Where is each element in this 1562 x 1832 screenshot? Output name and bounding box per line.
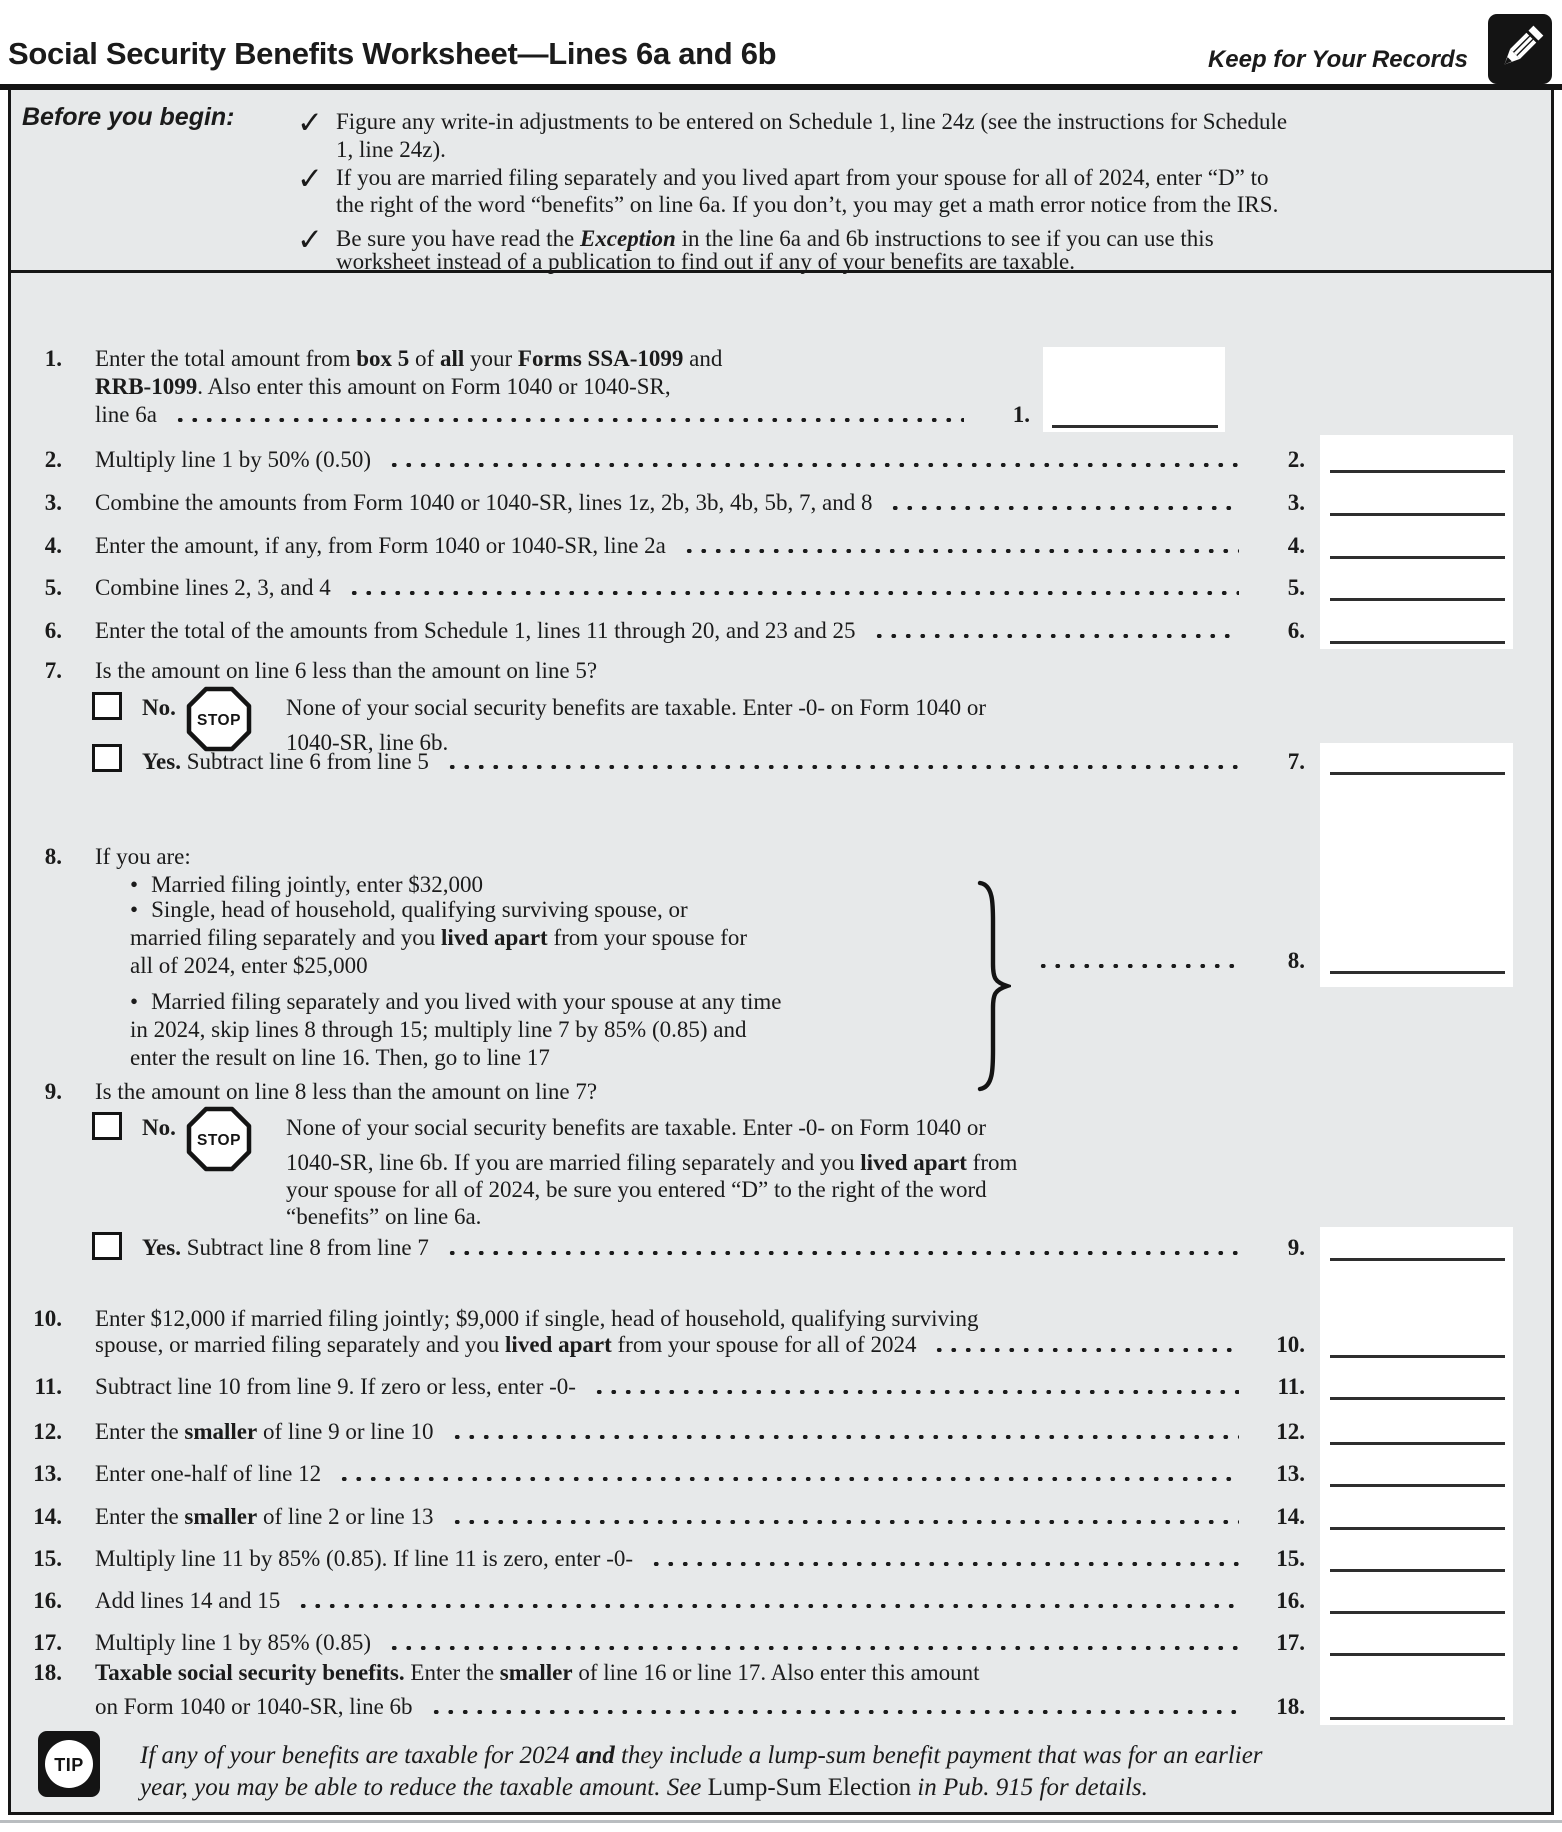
dotted-leader bbox=[347, 591, 1239, 595]
dotted-leader bbox=[337, 1477, 1239, 1481]
line13-text: Enter one-half of line 12 bbox=[95, 1461, 322, 1486]
line-number: 13. bbox=[33, 1461, 62, 1486]
entry-field-line-16[interactable] bbox=[1330, 1611, 1505, 1614]
no-label: No. bbox=[142, 1115, 176, 1140]
line16-row bbox=[95, 1587, 1305, 1615]
line8-leader-row bbox=[1020, 947, 1305, 975]
entry-box-line-1 bbox=[1043, 347, 1225, 432]
svg-text:STOP: STOP bbox=[197, 1132, 241, 1149]
entry-field-line-12[interactable] bbox=[1330, 1442, 1505, 1445]
line18-row bbox=[95, 1693, 1305, 1721]
entry-field-line-18[interactable] bbox=[1330, 1717, 1505, 1720]
line3-row bbox=[95, 489, 1305, 517]
line7-no-text: 1040-SR, line 6b. bbox=[286, 730, 449, 755]
line-number: 12. bbox=[33, 1419, 62, 1444]
tip-icon bbox=[38, 1731, 100, 1797]
line4-row bbox=[95, 532, 1305, 560]
line7-no-text: None of your social security benefits are taxable. Enter -0- on Form 1040 or bbox=[286, 695, 987, 720]
line-number: 9. bbox=[44, 1079, 62, 1104]
entry-field-line-11[interactable] bbox=[1330, 1397, 1505, 1400]
dotted-leader bbox=[445, 1251, 1239, 1255]
line-label: 15. bbox=[1276, 1546, 1305, 1571]
line-number: 18. bbox=[33, 1660, 62, 1685]
line-number: 15. bbox=[33, 1546, 62, 1571]
line9-no-text: 1040-SR, line 6b. If you are married filing separately and you lived apart from bbox=[286, 1150, 1018, 1175]
stop-icon bbox=[186, 686, 252, 752]
bullet-icon: • bbox=[130, 897, 139, 922]
line-number: 14. bbox=[33, 1504, 62, 1529]
line-label: 3. bbox=[1287, 490, 1305, 515]
line17-text: Multiply line 1 by 85% (0.85) bbox=[95, 1630, 371, 1655]
curly-brace bbox=[977, 878, 1011, 1094]
line-label: 13. bbox=[1276, 1461, 1305, 1486]
page-title: Social Security Benefits Worksheet—Lines 6a and 6b bbox=[8, 36, 777, 71]
line1-text: Enter the total amount from box 5 of all your Forms SSA-1099 and bbox=[95, 346, 723, 371]
line14-row bbox=[95, 1503, 1305, 1531]
entry-field-line-8[interactable] bbox=[1330, 971, 1505, 974]
dotted-leader bbox=[450, 1435, 1239, 1439]
line-number: 10. bbox=[33, 1306, 62, 1331]
line-label: 9. bbox=[1287, 1235, 1305, 1260]
line18-text: on Form 1040 or 1040-SR, line 6b bbox=[95, 1694, 413, 1719]
dotted-leader bbox=[682, 549, 1239, 553]
line-label: 16. bbox=[1276, 1588, 1305, 1613]
tip-text: year, you may be able to reduce the taxable amount. See Lump-Sum Election in Pub. 915 for details. bbox=[140, 1774, 1148, 1801]
dotted-leader bbox=[296, 1604, 1239, 1608]
line8-bullet-2 bbox=[130, 896, 688, 924]
line9-yes-text: Yes. Subtract line 8 from line 7 bbox=[142, 1235, 429, 1260]
line6-row bbox=[95, 617, 1305, 645]
line9-no-text: your spouse for all of 2024, be sure you entered “D” to the right of the word bbox=[286, 1177, 987, 1202]
line9-yes-checkbox[interactable] bbox=[92, 1232, 122, 1260]
line-label: 4. bbox=[1287, 533, 1305, 558]
entry-field-line-15[interactable] bbox=[1330, 1569, 1505, 1572]
line7-no-checkbox[interactable] bbox=[92, 692, 122, 720]
line12-text: Enter the smaller of line 9 or line 10 bbox=[95, 1419, 434, 1444]
line12-row bbox=[95, 1418, 1305, 1446]
line-label: 6. bbox=[1287, 618, 1305, 643]
entry-field-line-1[interactable] bbox=[1052, 425, 1218, 428]
tip-text: If any of your benefits are taxable for 2024 and they include a lump-sum benefit payment that was for an earlier bbox=[140, 1742, 1263, 1769]
entry-field-line-17[interactable] bbox=[1330, 1653, 1505, 1656]
entry-box-lines-9-18 bbox=[1320, 1227, 1513, 1725]
entry-field-line-2[interactable] bbox=[1330, 470, 1505, 473]
line-label: 10. bbox=[1276, 1332, 1305, 1357]
before-begin-item: Be sure you have read the Exception in the line 6a and 6b instructions to see if you can use this bbox=[336, 226, 1214, 251]
line-number: 17. bbox=[33, 1630, 62, 1655]
line1-text: line 6a bbox=[95, 402, 157, 427]
entry-field-line-14[interactable] bbox=[1330, 1527, 1505, 1530]
dotted-leader bbox=[450, 1520, 1239, 1524]
line-label: 12. bbox=[1276, 1419, 1305, 1444]
line1-text: RRB-1099. Also enter this amount on Form 1040 or 1040-SR, bbox=[95, 374, 671, 399]
entry-field-line-10[interactable] bbox=[1330, 1355, 1505, 1358]
line16-text: Add lines 14 and 15 bbox=[95, 1588, 281, 1613]
line7-yes-row bbox=[142, 748, 1305, 776]
line15-text: Multiply line 11 by 85% (0.85). If line 11 is zero, enter -0- bbox=[95, 1546, 634, 1571]
no-label: No. bbox=[142, 695, 176, 720]
dotted-leader bbox=[387, 1646, 1239, 1650]
line11-row bbox=[95, 1373, 1305, 1401]
svg-text:TIP: TIP bbox=[54, 1755, 84, 1775]
dotted-leader bbox=[649, 1562, 1239, 1566]
line10-text: Enter $12,000 if married filing jointly; $9,000 if single, head of household, qualifying surviving bbox=[95, 1306, 979, 1331]
before-begin-item: the right of the word “benefits” on line 6a. If you don’t, you may get a math error notice from the IRS. bbox=[336, 192, 1279, 217]
line4-text: Enter the amount, if any, from Form 1040 or 1040-SR, line 2a bbox=[95, 533, 666, 558]
dotted-leader bbox=[872, 634, 1239, 638]
entry-field-line-6[interactable] bbox=[1330, 641, 1505, 644]
line8-text: Married filing jointly, enter $32,000 bbox=[151, 872, 484, 897]
line8-text: in 2024, skip lines 8 through 15; multiply line 7 by 85% (0.85) and bbox=[130, 1017, 747, 1042]
line8-text: Married filing separately and you lived with your spouse at any time bbox=[151, 989, 782, 1014]
line9-yes-row bbox=[142, 1234, 1305, 1262]
line8-intro: If you are: bbox=[95, 844, 191, 869]
checkmark-icon: ✓ bbox=[297, 161, 323, 197]
line-number: 8. bbox=[44, 844, 62, 869]
line-number: 7. bbox=[44, 658, 62, 683]
line-number: 3. bbox=[44, 490, 62, 515]
entry-field-line-3[interactable] bbox=[1330, 513, 1505, 516]
dotted-leader bbox=[888, 506, 1239, 510]
line8-bullet-1 bbox=[130, 871, 483, 899]
line2-text: Multiply line 1 by 50% (0.50) bbox=[95, 447, 371, 472]
line5-text: Combine lines 2, 3, and 4 bbox=[95, 575, 331, 600]
line-number: 6. bbox=[44, 618, 62, 643]
line-label: 1. bbox=[1012, 402, 1030, 427]
line9-question: Is the amount on line 8 less than the amount on line 7? bbox=[95, 1079, 598, 1104]
line-label: 8. bbox=[1287, 948, 1305, 973]
keep-for-records-label: Keep for Your Records bbox=[1207, 46, 1468, 73]
pencil-icon bbox=[1488, 14, 1552, 84]
line-label: 11. bbox=[1277, 1374, 1305, 1399]
line7-yes-text: Yes. Subtract line 6 from line 5 bbox=[142, 749, 429, 774]
line8-text: Single, head of household, qualifying surviving spouse, or bbox=[151, 897, 688, 922]
entry-field-line-9[interactable] bbox=[1330, 1258, 1505, 1261]
stop-icon bbox=[186, 1106, 252, 1172]
line-label: 2. bbox=[1287, 447, 1305, 472]
line8-bullet-3 bbox=[130, 988, 782, 1016]
line-number: 1. bbox=[44, 346, 62, 371]
line7-question: Is the amount on line 6 less than the amount on line 5? bbox=[95, 658, 598, 683]
dotted-leader bbox=[592, 1390, 1239, 1394]
line18-text: Taxable social security benefits. Enter the smaller of line 16 or line 17. Also enter this amount bbox=[95, 1660, 980, 1685]
entry-box-lines-7-8 bbox=[1320, 743, 1513, 987]
line-label: 5. bbox=[1287, 575, 1305, 600]
entry-field-line-5[interactable] bbox=[1330, 598, 1505, 601]
line9-no-checkbox[interactable] bbox=[92, 1112, 122, 1140]
dotted-leader bbox=[387, 463, 1239, 467]
before-begin-item: 1, line 24z). bbox=[336, 137, 446, 162]
line7-yes-checkbox[interactable] bbox=[92, 744, 122, 772]
before-begin-label: Before you begin: bbox=[22, 103, 235, 131]
line8-text: married filing separately and you lived apart from your spouse for bbox=[130, 925, 748, 950]
line-label: 14. bbox=[1276, 1504, 1305, 1529]
line2-row bbox=[95, 446, 1305, 474]
before-begin-item: worksheet instead of a publication to find out if any of your benefits are taxable. bbox=[336, 249, 1075, 274]
line15-row bbox=[95, 1545, 1305, 1573]
line8-text: all of 2024, enter $25,000 bbox=[130, 953, 368, 978]
line-label: 17. bbox=[1276, 1630, 1305, 1655]
line8-text: enter the result on line 16. Then, go to line 17 bbox=[130, 1045, 550, 1070]
line9-no-text: “benefits” on line 6a. bbox=[286, 1204, 482, 1229]
before-begin-item: Figure any write-in adjustments to be entered on Schedule 1, line 24z (see the instructions for Schedule bbox=[336, 109, 1288, 134]
line11-text: Subtract line 10 from line 9. If zero or less, enter -0- bbox=[95, 1374, 576, 1399]
line1-leader-row bbox=[95, 401, 1030, 429]
line17-row bbox=[95, 1629, 1305, 1657]
line-number: 4. bbox=[44, 533, 62, 558]
line-label: 18. bbox=[1276, 1694, 1305, 1719]
checkmark-icon: ✓ bbox=[297, 222, 323, 258]
bottom-rule bbox=[0, 1820, 1562, 1823]
entry-field-line-13[interactable] bbox=[1330, 1484, 1505, 1487]
entry-field-line-7[interactable] bbox=[1330, 772, 1505, 775]
dotted-leader bbox=[429, 1710, 1239, 1714]
line3-text: Combine the amounts from Form 1040 or 1040-SR, lines 1z, 2b, 3b, 4b, 5b, 7, and 8 bbox=[95, 490, 873, 515]
line-number: 11. bbox=[34, 1374, 62, 1399]
line-number: 16. bbox=[33, 1588, 62, 1613]
line10-row bbox=[95, 1331, 1305, 1359]
dotted-leader bbox=[173, 418, 964, 422]
bullet-icon: • bbox=[130, 989, 139, 1014]
dotted-leader bbox=[445, 765, 1239, 769]
line13-row bbox=[95, 1460, 1305, 1488]
line-label: 7. bbox=[1287, 749, 1305, 774]
before-begin-item: If you are married filing separately and you lived apart from your spouse for all of 2024, enter “D” to bbox=[336, 165, 1269, 190]
line6-text: Enter the total of the amounts from Schedule 1, lines 11 through 20, and 23 and 25 bbox=[95, 618, 856, 643]
entry-field-line-4[interactable] bbox=[1330, 556, 1505, 559]
line9-no-text: None of your social security benefits are taxable. Enter -0- on Form 1040 or bbox=[286, 1115, 987, 1140]
checkmark-icon: ✓ bbox=[297, 105, 323, 141]
entry-box-lines-2-6 bbox=[1320, 435, 1513, 649]
dotted-leader bbox=[1036, 964, 1239, 968]
dotted-leader bbox=[932, 1348, 1239, 1352]
bullet-icon: • bbox=[130, 872, 139, 897]
line-number: 5. bbox=[44, 575, 62, 600]
line10-text: spouse, or married filing separately and you lived apart from your spouse for all of 2024 bbox=[95, 1332, 917, 1357]
svg-text:STOP: STOP bbox=[197, 712, 241, 729]
line-number: 2. bbox=[44, 447, 62, 472]
line5-row bbox=[95, 574, 1305, 602]
line14-text: Enter the smaller of line 2 or line 13 bbox=[95, 1504, 434, 1529]
